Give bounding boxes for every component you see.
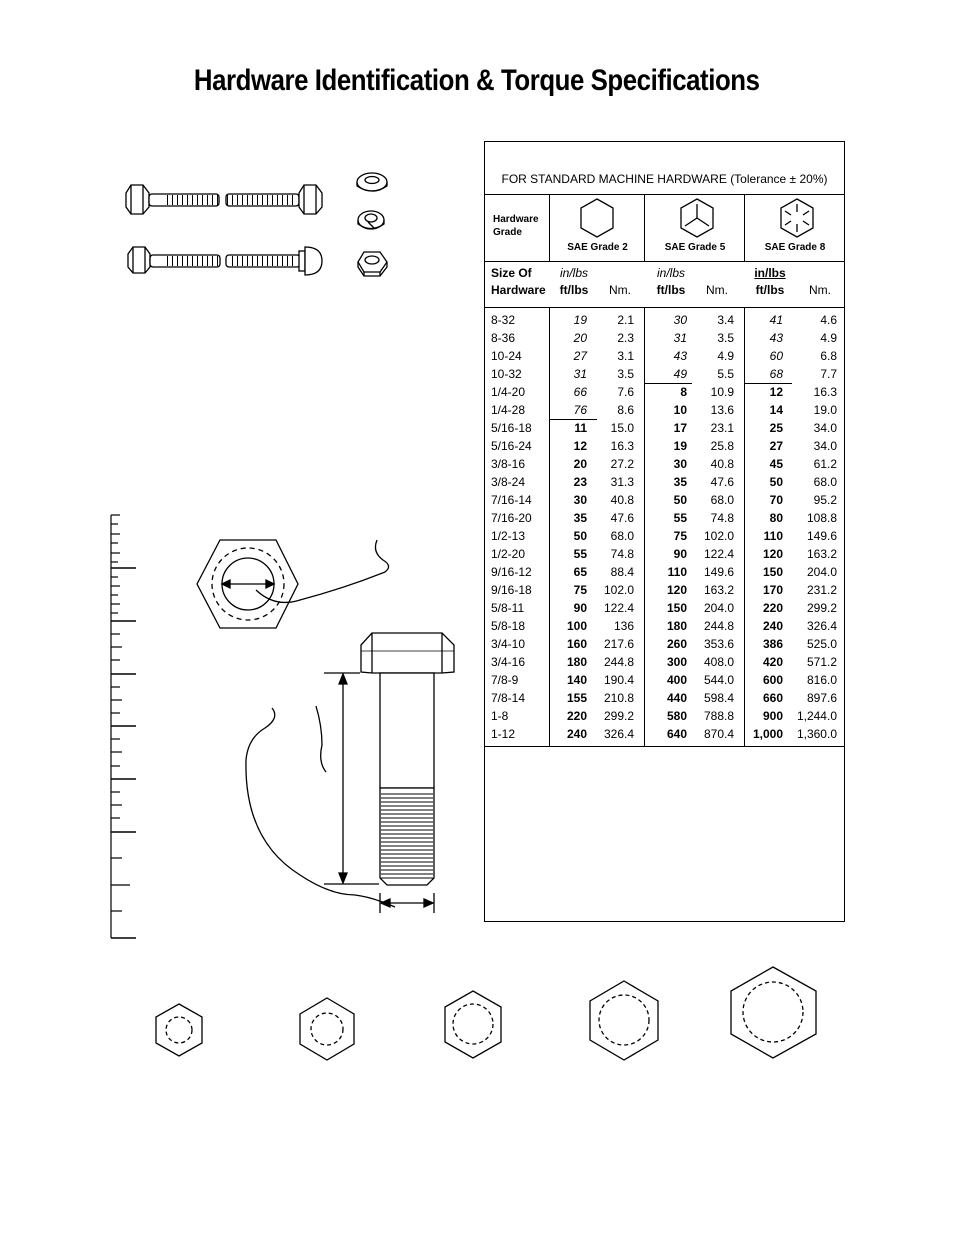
grade-2-nm-cell: 102.0 — [603, 583, 634, 597]
table-row — [485, 527, 844, 545]
grade-8-nm-cell: 4.6 — [820, 313, 837, 327]
grade-2-nm-cell: 3.1 — [617, 349, 634, 363]
grade-8-header — [744, 195, 845, 261]
torque-spec-table — [484, 141, 845, 922]
nut-diameter-diagram — [197, 540, 389, 628]
table-row — [485, 671, 844, 689]
grade-8-lbs-cell: 1,000 — [752, 727, 783, 741]
size-cell: 5/16-24 — [491, 439, 532, 453]
grade-5-lbs-cell: 30 — [673, 313, 687, 327]
grade-5-nm-cell: 4.9 — [717, 349, 734, 363]
grade-2-lbs-cell: 55 — [573, 547, 587, 561]
grade-5-lbs-cell: 110 — [667, 565, 687, 579]
page-title: Hardware Identification & Torque Specifications — [193, 64, 760, 97]
grade-8-nm-cell: 571.2 — [806, 655, 837, 669]
grade-8-lbs-cell: 386 — [762, 637, 783, 651]
grade-8-nm-cell: 6.8 — [820, 349, 837, 363]
grade-2-lbs-cell: 65 — [573, 565, 587, 579]
grade-8-lbs-cell: 150 — [762, 565, 783, 579]
grade-2-nm-cell: 15.0 — [610, 421, 634, 435]
torque-data-body — [485, 308, 844, 747]
table-row — [485, 419, 844, 437]
size-cell: 3/4-16 — [491, 655, 526, 669]
unit-ftlbs: ft/lbs — [559, 283, 589, 297]
unit-change-divider — [644, 383, 692, 384]
grade-2-lbs-cell: 20 — [573, 331, 587, 345]
unit-inlbs: in/lbs — [656, 266, 685, 280]
grade-8-lbs-cell: 12 — [769, 385, 783, 399]
table-row — [485, 311, 844, 329]
grade-5-lbs-cell: 120 — [666, 583, 687, 597]
lock-washer-icon — [358, 211, 384, 229]
size-cell: 10-24 — [491, 349, 522, 363]
size-cell: 5/16-18 — [491, 421, 532, 435]
grade-5-lbs-cell: 43 — [673, 349, 687, 363]
grade-5-nm-cell: 23.1 — [710, 421, 734, 435]
table-row — [485, 455, 844, 473]
grade-8-nm-cell: 163.2 — [806, 547, 837, 561]
grade-2-lbs-cell: 160 — [566, 637, 587, 651]
size-cell: 7/16-20 — [491, 511, 532, 525]
grade-5-lbs-cell: 640 — [666, 727, 687, 741]
grade-5-nm-cell: 544.0 — [703, 673, 734, 687]
grade-5-lbs-cell: 440 — [666, 691, 687, 705]
size-cell: 3/8-16 — [491, 457, 526, 471]
grade-2-nm-cell: 122.4 — [603, 601, 634, 615]
unit-ftlbs: ft/lbs — [755, 283, 785, 297]
size-cell: 5/8-11 — [491, 601, 525, 615]
table-row — [485, 545, 844, 563]
grade-8-nm-header: Nm. — [809, 283, 831, 297]
size-cell: 1-8 — [491, 709, 509, 723]
size-head-line1: Size Of — [491, 266, 532, 280]
grade-8-lbs-cell: 110 — [763, 529, 783, 543]
grade-5-nm-cell: 25.8 — [710, 439, 734, 453]
grade-2-lbs-cell: 50 — [573, 529, 587, 543]
size-cell: 9/16-12 — [491, 565, 532, 579]
grade-8-lbs-cell: 60 — [769, 349, 783, 363]
grade-2-nm-cell: 88.4 — [610, 565, 634, 579]
grade-5-lbs-cell: 8 — [680, 385, 687, 399]
table-row — [485, 653, 844, 671]
grade-8-lbs-cell: 80 — [769, 511, 783, 525]
grade-5-nm-cell: 10.9 — [710, 385, 734, 399]
hex-nut-icon — [358, 252, 387, 276]
grade-2-nm-cell: 190.4 — [603, 673, 634, 687]
size-cell: 5/8-18 — [491, 619, 526, 633]
grade-2-lbs-cell: 155 — [566, 691, 587, 705]
grade-8-lbs-cell: 240 — [762, 619, 783, 633]
grade-8-nm-cell: 19.0 — [813, 403, 837, 417]
grade-5-nm-cell: 788.8 — [703, 709, 734, 723]
table-row — [485, 401, 844, 419]
grade-2-nm-cell: 31.3 — [610, 475, 634, 489]
grade-2-lbs-cell: 23 — [573, 475, 587, 489]
hardware-grade-label — [493, 213, 539, 239]
grade-5-lbs-header — [648, 265, 694, 299]
table-caption: FOR STANDARD MACHINE HARDWARE (Tolerance ± 20%) — [501, 172, 828, 186]
grade-2-nm-cell: 7.6 — [617, 385, 634, 399]
grade-2-nm-cell: 2.3 — [617, 331, 634, 345]
grade-2-name: SAE Grade 2 — [567, 242, 628, 253]
grade-8-nm-cell: 1,244.0 — [796, 709, 837, 723]
grade-8-lbs-cell: 420 — [762, 655, 783, 669]
grade-5-nm-cell: 13.6 — [710, 403, 734, 417]
grade-8-lbs-cell: 27 — [769, 439, 783, 453]
grade-8-lbs-cell: 43 — [769, 331, 783, 345]
grade-5-nm-cell: 149.6 — [703, 565, 734, 579]
grade-2-nm-cell: 27.2 — [610, 457, 634, 471]
table-row — [485, 617, 844, 635]
grade-5-nm-cell: 353.6 — [703, 637, 734, 651]
size-cell: 1/4-28 — [491, 403, 526, 417]
grade-2-nm-cell: 326.4 — [603, 727, 634, 741]
grade-8-lbs-cell: 68 — [769, 367, 783, 381]
grade-5-nm-cell: 598.4 — [703, 691, 734, 705]
table-row — [485, 707, 844, 725]
grade-5-nm-cell: 47.6 — [710, 475, 734, 489]
grade-5-nm-cell: 5.5 — [717, 367, 734, 381]
grade-5-nm-cell: 244.8 — [703, 619, 734, 633]
grade-2-nm-cell: 16.3 — [610, 439, 634, 453]
grade-2-lbs-cell: 31 — [573, 367, 587, 381]
grade-5-nm-cell: 74.8 — [710, 511, 734, 525]
table-row — [485, 581, 844, 599]
grade-5-nm-cell: 122.4 — [703, 547, 734, 561]
grade-5-lbs-cell: 19 — [673, 439, 687, 453]
wrench-size-hex-4 — [590, 981, 658, 1060]
grade-2-nm-cell: 40.8 — [610, 493, 634, 507]
grade-2-lbs-cell: 90 — [573, 601, 587, 615]
size-cell: 3/8-24 — [491, 475, 526, 489]
grade-2-nm-cell: 217.6 — [603, 637, 634, 651]
unit-inlbs: in/lbs — [559, 266, 588, 280]
grade-2-nm-cell: 210.8 — [603, 691, 634, 705]
grade-5-nm-cell: 68.0 — [710, 493, 734, 507]
grade-8-nm-cell: 68.0 — [813, 475, 837, 489]
unit-change-divider — [549, 419, 597, 420]
grade-2-lbs-cell: 30 — [573, 493, 587, 507]
grade-5-lbs-cell: 35 — [673, 475, 687, 489]
grade-5-lbs-cell: 50 — [673, 493, 687, 507]
grade-2-lbs-cell: 180 — [566, 655, 587, 669]
grade-2-nm-cell: 68.0 — [610, 529, 634, 543]
grade-8-nm-cell: 4.9 — [820, 331, 837, 345]
grade-5-nm-cell: 163.2 — [703, 583, 734, 597]
table-row — [485, 347, 844, 365]
grade-2-nm-cell: 8.6 — [617, 403, 634, 417]
grade-8-lbs-cell: 45 — [769, 457, 783, 471]
grade-5-lbs-cell: 400 — [666, 673, 687, 687]
grade-2-nm-cell: 299.2 — [603, 709, 634, 723]
grade-5-lbs-cell: 49 — [673, 367, 687, 381]
table-row — [485, 563, 844, 581]
grade-2-lbs-cell: 76 — [573, 403, 587, 417]
grade-8-nm-cell: 816.0 — [806, 673, 837, 687]
table-row — [485, 437, 844, 455]
bolt-length-diagram — [246, 633, 454, 913]
grade-8-lbs-cell: 660 — [762, 691, 783, 705]
grade-5-lbs-cell: 580 — [666, 709, 687, 723]
size-cell: 3/4-10 — [491, 637, 526, 651]
grade-5-nm-cell: 204.0 — [703, 601, 734, 615]
wrench-size-hex-5 — [731, 967, 816, 1058]
table-row — [485, 365, 844, 383]
grade-header-row — [485, 194, 844, 262]
table-row — [485, 491, 844, 509]
grade-5-lbs-cell: 260 — [666, 637, 687, 651]
grade-2-lbs-cell: 27 — [573, 349, 587, 363]
wrench-size-hex-1 — [156, 1004, 202, 1056]
grade-2-nm-cell: 244.8 — [603, 655, 634, 669]
grade-8-nm-cell: 204.0 — [806, 565, 837, 579]
table-row — [485, 329, 844, 347]
grade-2-lbs-cell: 11 — [574, 421, 587, 435]
size-cell: 8-36 — [491, 331, 516, 345]
grade-5-nm-cell: 40.8 — [710, 457, 734, 471]
grade-8-lbs-cell: 120 — [762, 547, 783, 561]
grade-8-nm-cell: 326.4 — [806, 619, 837, 633]
wrench-size-hex-2 — [300, 998, 354, 1060]
grade-2-lbs-cell: 140 — [566, 673, 587, 687]
grade-5-header — [644, 195, 745, 261]
table-row — [485, 635, 844, 653]
unit-ftlbs: ft/lbs — [656, 283, 686, 297]
size-cell: 8-32 — [491, 313, 516, 327]
grade-label-line2: Grade — [493, 227, 522, 238]
grade-8-lbs-cell: 14 — [769, 403, 783, 417]
grade-2-header — [549, 195, 645, 261]
grade-5-nm-header: Nm. — [706, 283, 728, 297]
grade-8-lbs-cell: 70 — [769, 493, 783, 507]
grade-8-nm-cell: 299.2 — [806, 601, 837, 615]
grade-8-name: SAE Grade 8 — [764, 242, 826, 253]
grade-5-lbs-cell: 31 — [673, 331, 687, 345]
size-cell: 10-32 — [491, 367, 522, 381]
grade-2-nm-cell: 2.1 — [617, 313, 634, 327]
grade-5-lbs-cell: 17 — [673, 421, 687, 435]
grade-5-nm-cell: 408.0 — [703, 655, 734, 669]
grade-5-lbs-cell: 10 — [673, 403, 687, 417]
size-head-line2: Hardware — [491, 283, 546, 297]
grade-5-nm-cell: 3.5 — [717, 331, 734, 345]
size-cell: 7/8-14 — [491, 691, 526, 705]
grade-2-lbs-cell: 240 — [566, 727, 587, 741]
grade-2-nm-cell: 136 — [613, 619, 634, 633]
table-row — [485, 725, 844, 743]
grade-2-lbs-cell: 20 — [573, 457, 587, 471]
grade-8-nm-cell: 7.7 — [820, 367, 837, 381]
grade-8-nm-cell: 897.6 — [806, 691, 837, 705]
grade-5-lbs-cell: 300 — [666, 655, 687, 669]
grade-8-nm-cell: 95.2 — [813, 493, 837, 507]
unit-change-divider — [744, 383, 792, 384]
table-row — [485, 509, 844, 527]
grade-8-nm-cell: 16.3 — [813, 385, 837, 399]
grade-8-nm-cell: 34.0 — [813, 421, 837, 435]
grade-5-nm-cell: 102.0 — [703, 529, 734, 543]
grade-2-lbs-cell: 35 — [573, 511, 587, 525]
grade-2-lbs-cell: 100 — [566, 619, 587, 633]
grade-8-nm-cell: 231.2 — [806, 583, 837, 597]
table-row — [485, 473, 844, 491]
grade-2-nm-cell: 74.8 — [610, 547, 634, 561]
grade-2-nm-cell: 47.6 — [610, 511, 634, 525]
grade-8-lbs-cell: 900 — [762, 709, 783, 723]
grade-8-nm-cell: 108.8 — [806, 511, 837, 525]
size-cell: 1/2-20 — [491, 547, 526, 561]
size-cell: 1/4-20 — [491, 385, 526, 399]
grade-5-lbs-cell: 75 — [673, 529, 687, 543]
grade-label-line1: Hardware — [493, 214, 539, 225]
size-cell: 9/16-18 — [491, 583, 532, 597]
size-column-header — [491, 265, 546, 299]
table-row — [485, 689, 844, 707]
table-row — [485, 383, 844, 401]
size-cell: 7/8-9 — [491, 673, 519, 687]
grade-2-lbs-cell: 19 — [573, 313, 587, 327]
grade-8-lbs-cell: 600 — [762, 673, 783, 687]
grade-8-nm-cell: 525.0 — [806, 637, 837, 651]
size-cell: 7/16-14 — [491, 493, 532, 507]
grade-5-nm-cell: 3.4 — [717, 313, 734, 327]
hex-bolt-icon — [126, 185, 322, 214]
unit-inlbs: in/lbs — [754, 266, 786, 280]
grade-2-lbs-cell: 220 — [566, 709, 587, 723]
grade-2-lbs-cell: 12 — [573, 439, 587, 453]
grade-2-lbs-cell: 66 — [573, 385, 587, 399]
grade-8-lbs-cell: 41 — [769, 313, 783, 327]
grade-5-name: SAE Grade 5 — [664, 242, 726, 253]
grade-2-lbs-cell: 75 — [573, 583, 587, 597]
grade-8-lbs-cell: 170 — [762, 583, 783, 597]
flat-washer-icon — [357, 173, 387, 191]
grade-5-lbs-cell: 90 — [673, 547, 687, 561]
table-row — [485, 599, 844, 617]
grade-8-nm-cell: 34.0 — [813, 439, 837, 453]
unit-header-row — [485, 261, 844, 308]
grade-5-lbs-cell: 180 — [666, 619, 687, 633]
grade-5-lbs-cell: 30 — [673, 457, 687, 471]
grade-8-nm-cell: 61.2 — [813, 457, 837, 471]
grade-5-lbs-cell: 55 — [673, 511, 687, 525]
size-cell: 1/2-13 — [491, 529, 526, 543]
grade-8-lbs-header — [747, 265, 793, 299]
grade-5-nm-cell: 870.4 — [703, 727, 734, 741]
grade-8-nm-cell: 1,360.0 — [796, 727, 837, 741]
ruler-scale-icon — [111, 515, 136, 938]
grade-8-lbs-cell: 50 — [769, 475, 783, 489]
size-cell: 1-12 — [491, 727, 516, 741]
grade-2-nm-header: Nm. — [609, 283, 631, 297]
wrench-size-hex-3 — [445, 991, 501, 1058]
grade-2-lbs-header — [551, 265, 597, 299]
grade-8-lbs-cell: 25 — [769, 421, 783, 435]
carriage-bolt-icon — [128, 247, 322, 275]
grade-8-lbs-cell: 220 — [762, 601, 783, 615]
grade-2-nm-cell: 3.5 — [617, 367, 634, 381]
grade-5-lbs-cell: 150 — [666, 601, 687, 615]
grade-8-nm-cell: 149.6 — [806, 529, 837, 543]
